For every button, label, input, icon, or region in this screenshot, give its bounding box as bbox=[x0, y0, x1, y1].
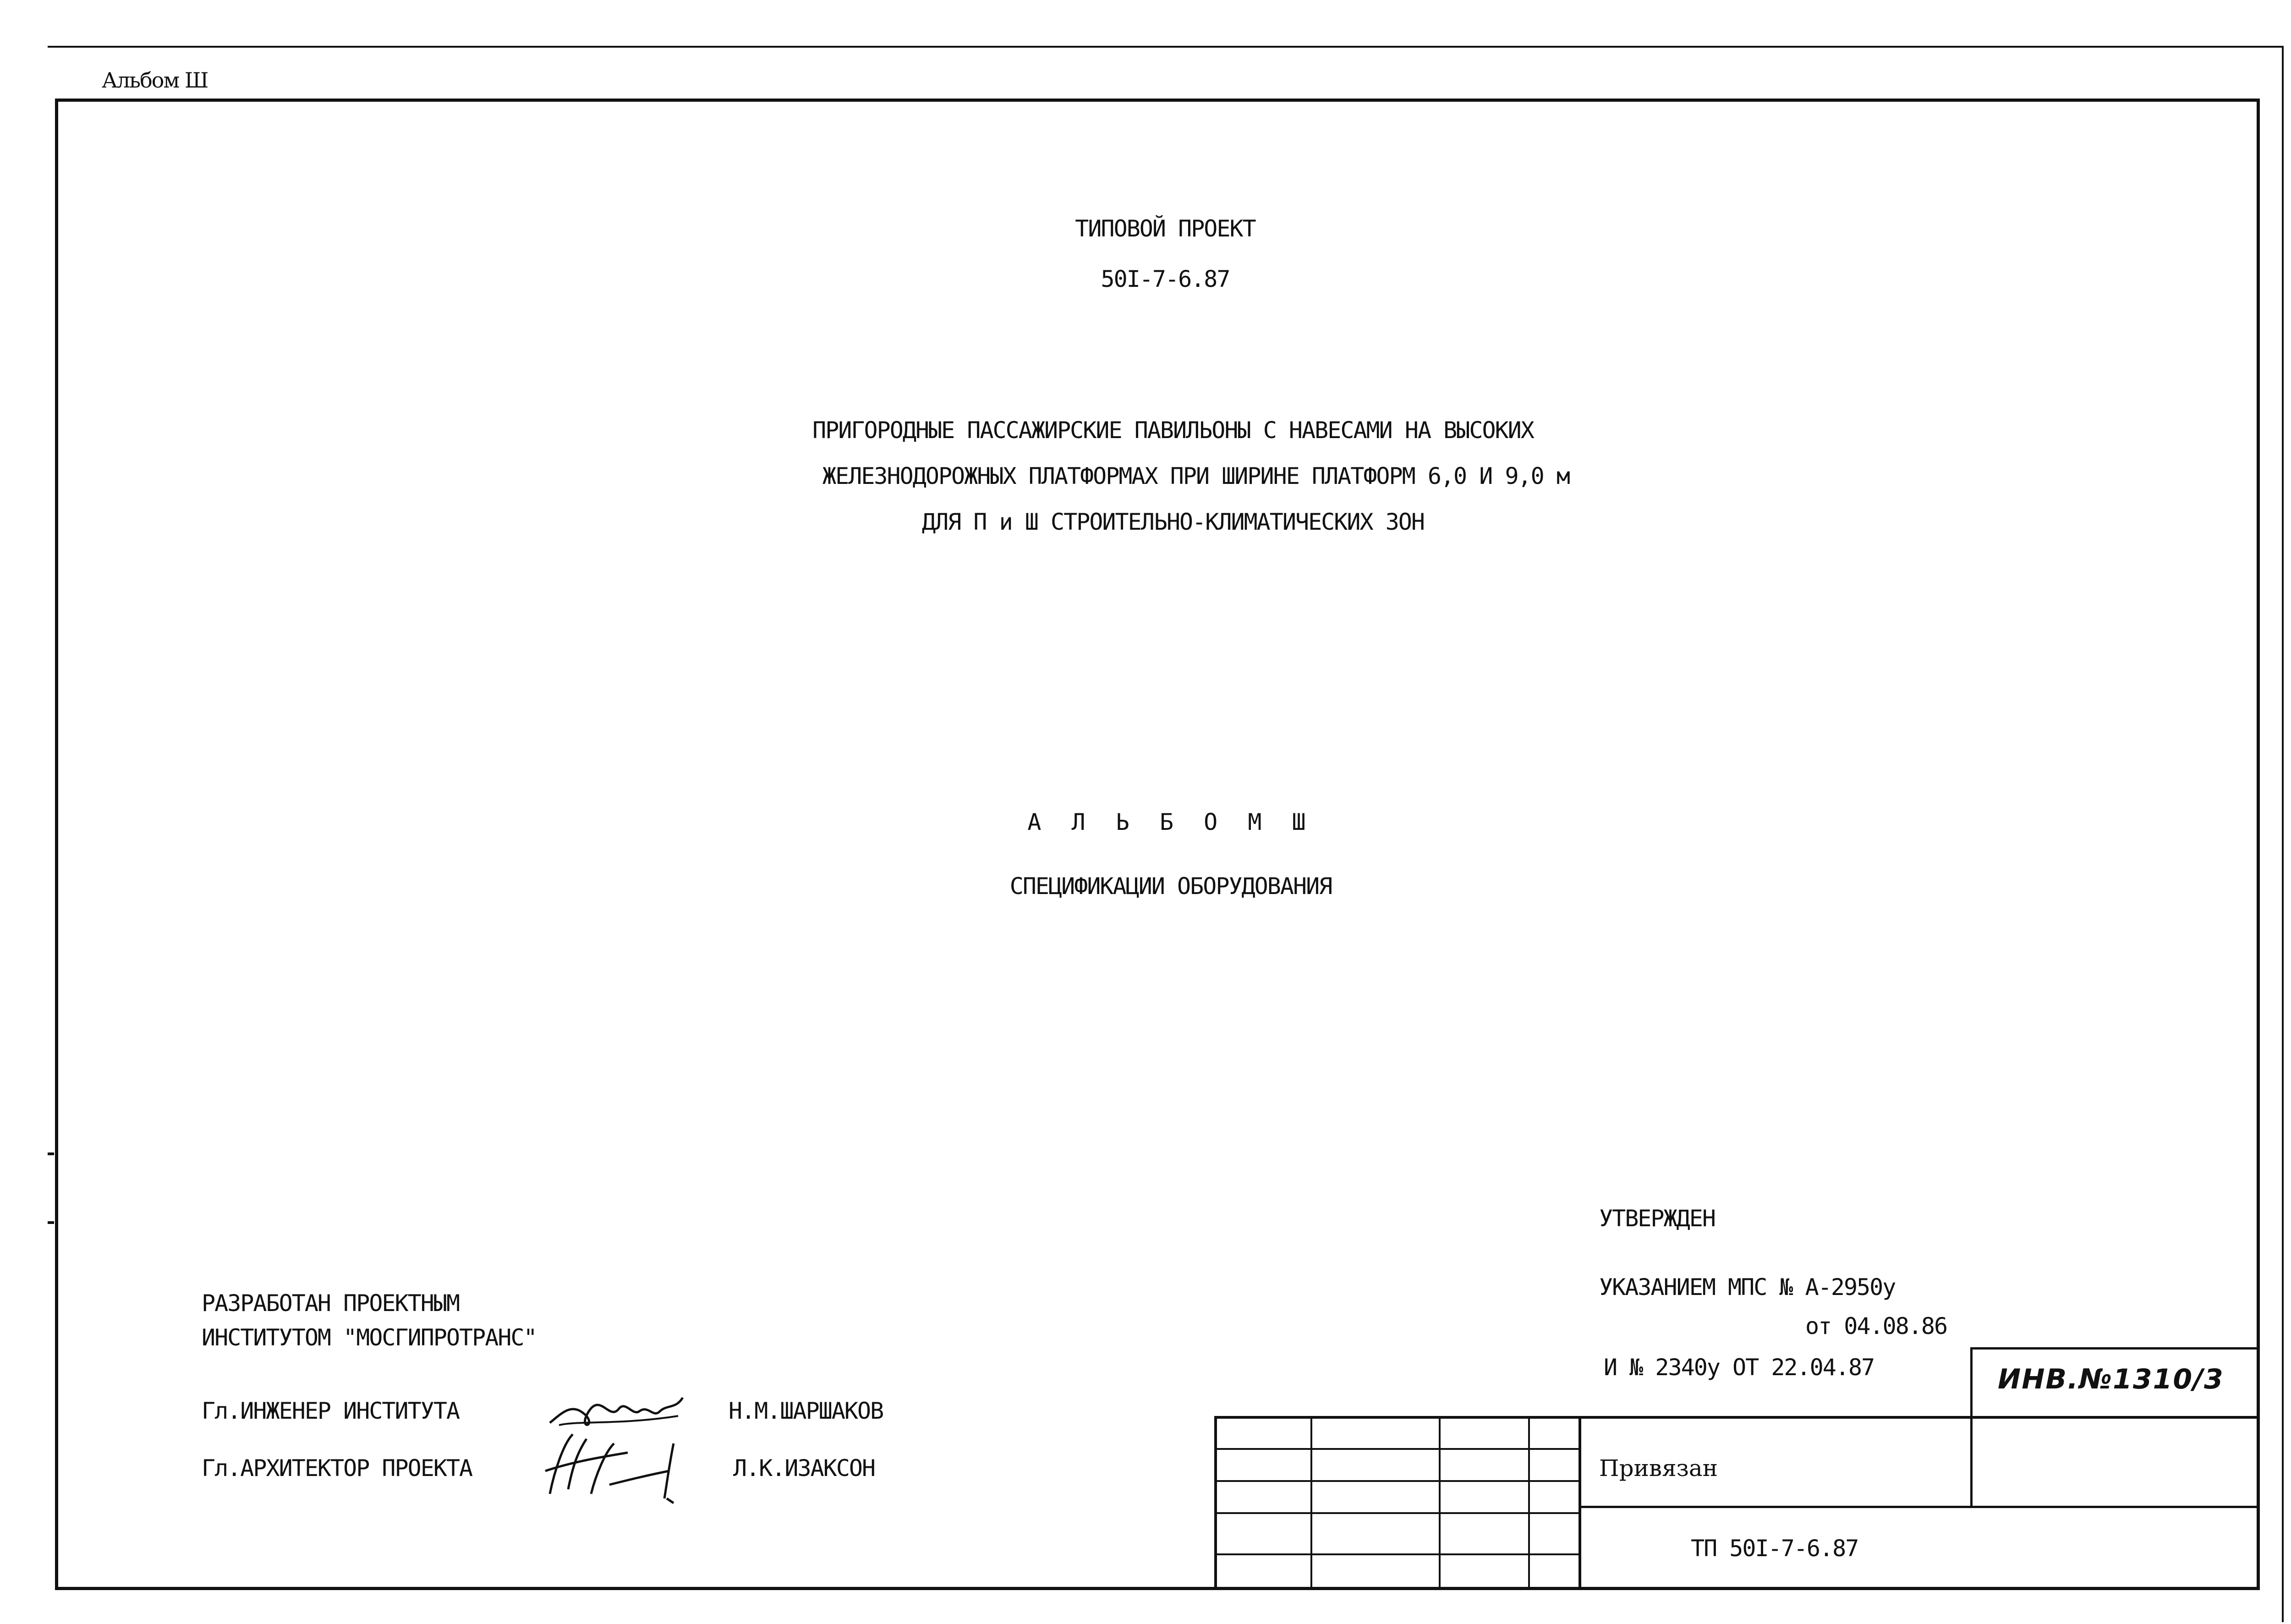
album-title: А Л Ь Б О М Ш bbox=[1027, 809, 1314, 835]
trim-line bbox=[2282, 46, 2284, 1622]
edge-tick bbox=[48, 1152, 54, 1155]
description-line-3: ДЛЯ П и Ш СТРОИТЕЛЬНО-КЛИМАТИЧЕСКИХ ЗОН bbox=[922, 509, 1424, 535]
stamp-grid-line bbox=[1439, 1416, 1441, 1590]
stamp-grid-line bbox=[1578, 1506, 2260, 1508]
inventory-number: ИНВ.№1310/3 bbox=[1998, 1363, 2224, 1395]
approval-line-3: И № 2340у ОТ 22.04.87 bbox=[1604, 1354, 1874, 1381]
signatory-name-chief-architect: Л.К.ИЗАКСОН bbox=[733, 1455, 875, 1481]
description-line-2: ЖЕЛЕЗНОДОРОЖНЫХ ПЛАТФОРМАХ ПРИ ШИРИНЕ ПЛАТФОРМ 6,0 И 9,0 м bbox=[822, 463, 1569, 489]
approval-line-1: УКАЗАНИЕМ МПС № А-2950у bbox=[1599, 1274, 1896, 1300]
stamp-grid-line bbox=[1528, 1416, 1530, 1590]
project-type: ТИПОВОЙ ПРОЕКТ bbox=[1075, 215, 1255, 242]
signature-icon bbox=[536, 1425, 701, 1508]
developer-line-1: РАЗРАБОТАН ПРОЕКТНЫМ bbox=[202, 1290, 460, 1317]
stamp-grid-line bbox=[1214, 1553, 1578, 1555]
approval-line-2: от 04.08.86 bbox=[1805, 1313, 1947, 1339]
linked-label: Привязан bbox=[1599, 1455, 1718, 1481]
album-tag: Альбом Ш bbox=[102, 68, 208, 93]
stamp-grid-line bbox=[1310, 1416, 1312, 1590]
drawing-frame bbox=[55, 99, 2260, 1590]
stamp-grid-line bbox=[1214, 1512, 1578, 1514]
trim-line bbox=[48, 46, 2284, 48]
stamp-grid-line bbox=[1214, 1448, 1578, 1450]
approval-heading: УТВЕРЖДЕН bbox=[1599, 1205, 1715, 1232]
stamp-border bbox=[1214, 1416, 1217, 1590]
signatory-name-chief-engineer: Н.М.ШАРШАКОВ bbox=[729, 1398, 883, 1424]
developer-line-2: ИНСТИТУТОМ "МОСГИПРОТРАНС" bbox=[202, 1324, 537, 1351]
stamp-grid-line bbox=[1970, 1416, 1973, 1508]
document-code: ТП 50I-7-6.87 bbox=[1691, 1535, 1858, 1562]
signatory-role-chief-engineer: Гл.ИНЖЕНЕР ИНСТИТУТА bbox=[202, 1398, 460, 1424]
signatory-role-chief-architect: Гл.АРХИТЕКТОР ПРОЕКТА bbox=[202, 1455, 472, 1481]
project-number: 50I-7-6.87 bbox=[1101, 266, 1230, 292]
description-line-1: ПРИГОРОДНЫЕ ПАССАЖИРСКИЕ ПАВИЛЬОНЫ С НАВЕСАМИ НА ВЫСОКИХ bbox=[812, 417, 1534, 444]
edge-tick bbox=[48, 1221, 54, 1224]
signature-chief-architect bbox=[536, 1425, 701, 1508]
album-subject: СПЕЦИФИКАЦИИ ОБОРУДОВАНИЯ bbox=[1009, 873, 1332, 900]
stamp-grid-line bbox=[1214, 1480, 1578, 1482]
stamp-grid-line bbox=[1578, 1416, 1581, 1590]
